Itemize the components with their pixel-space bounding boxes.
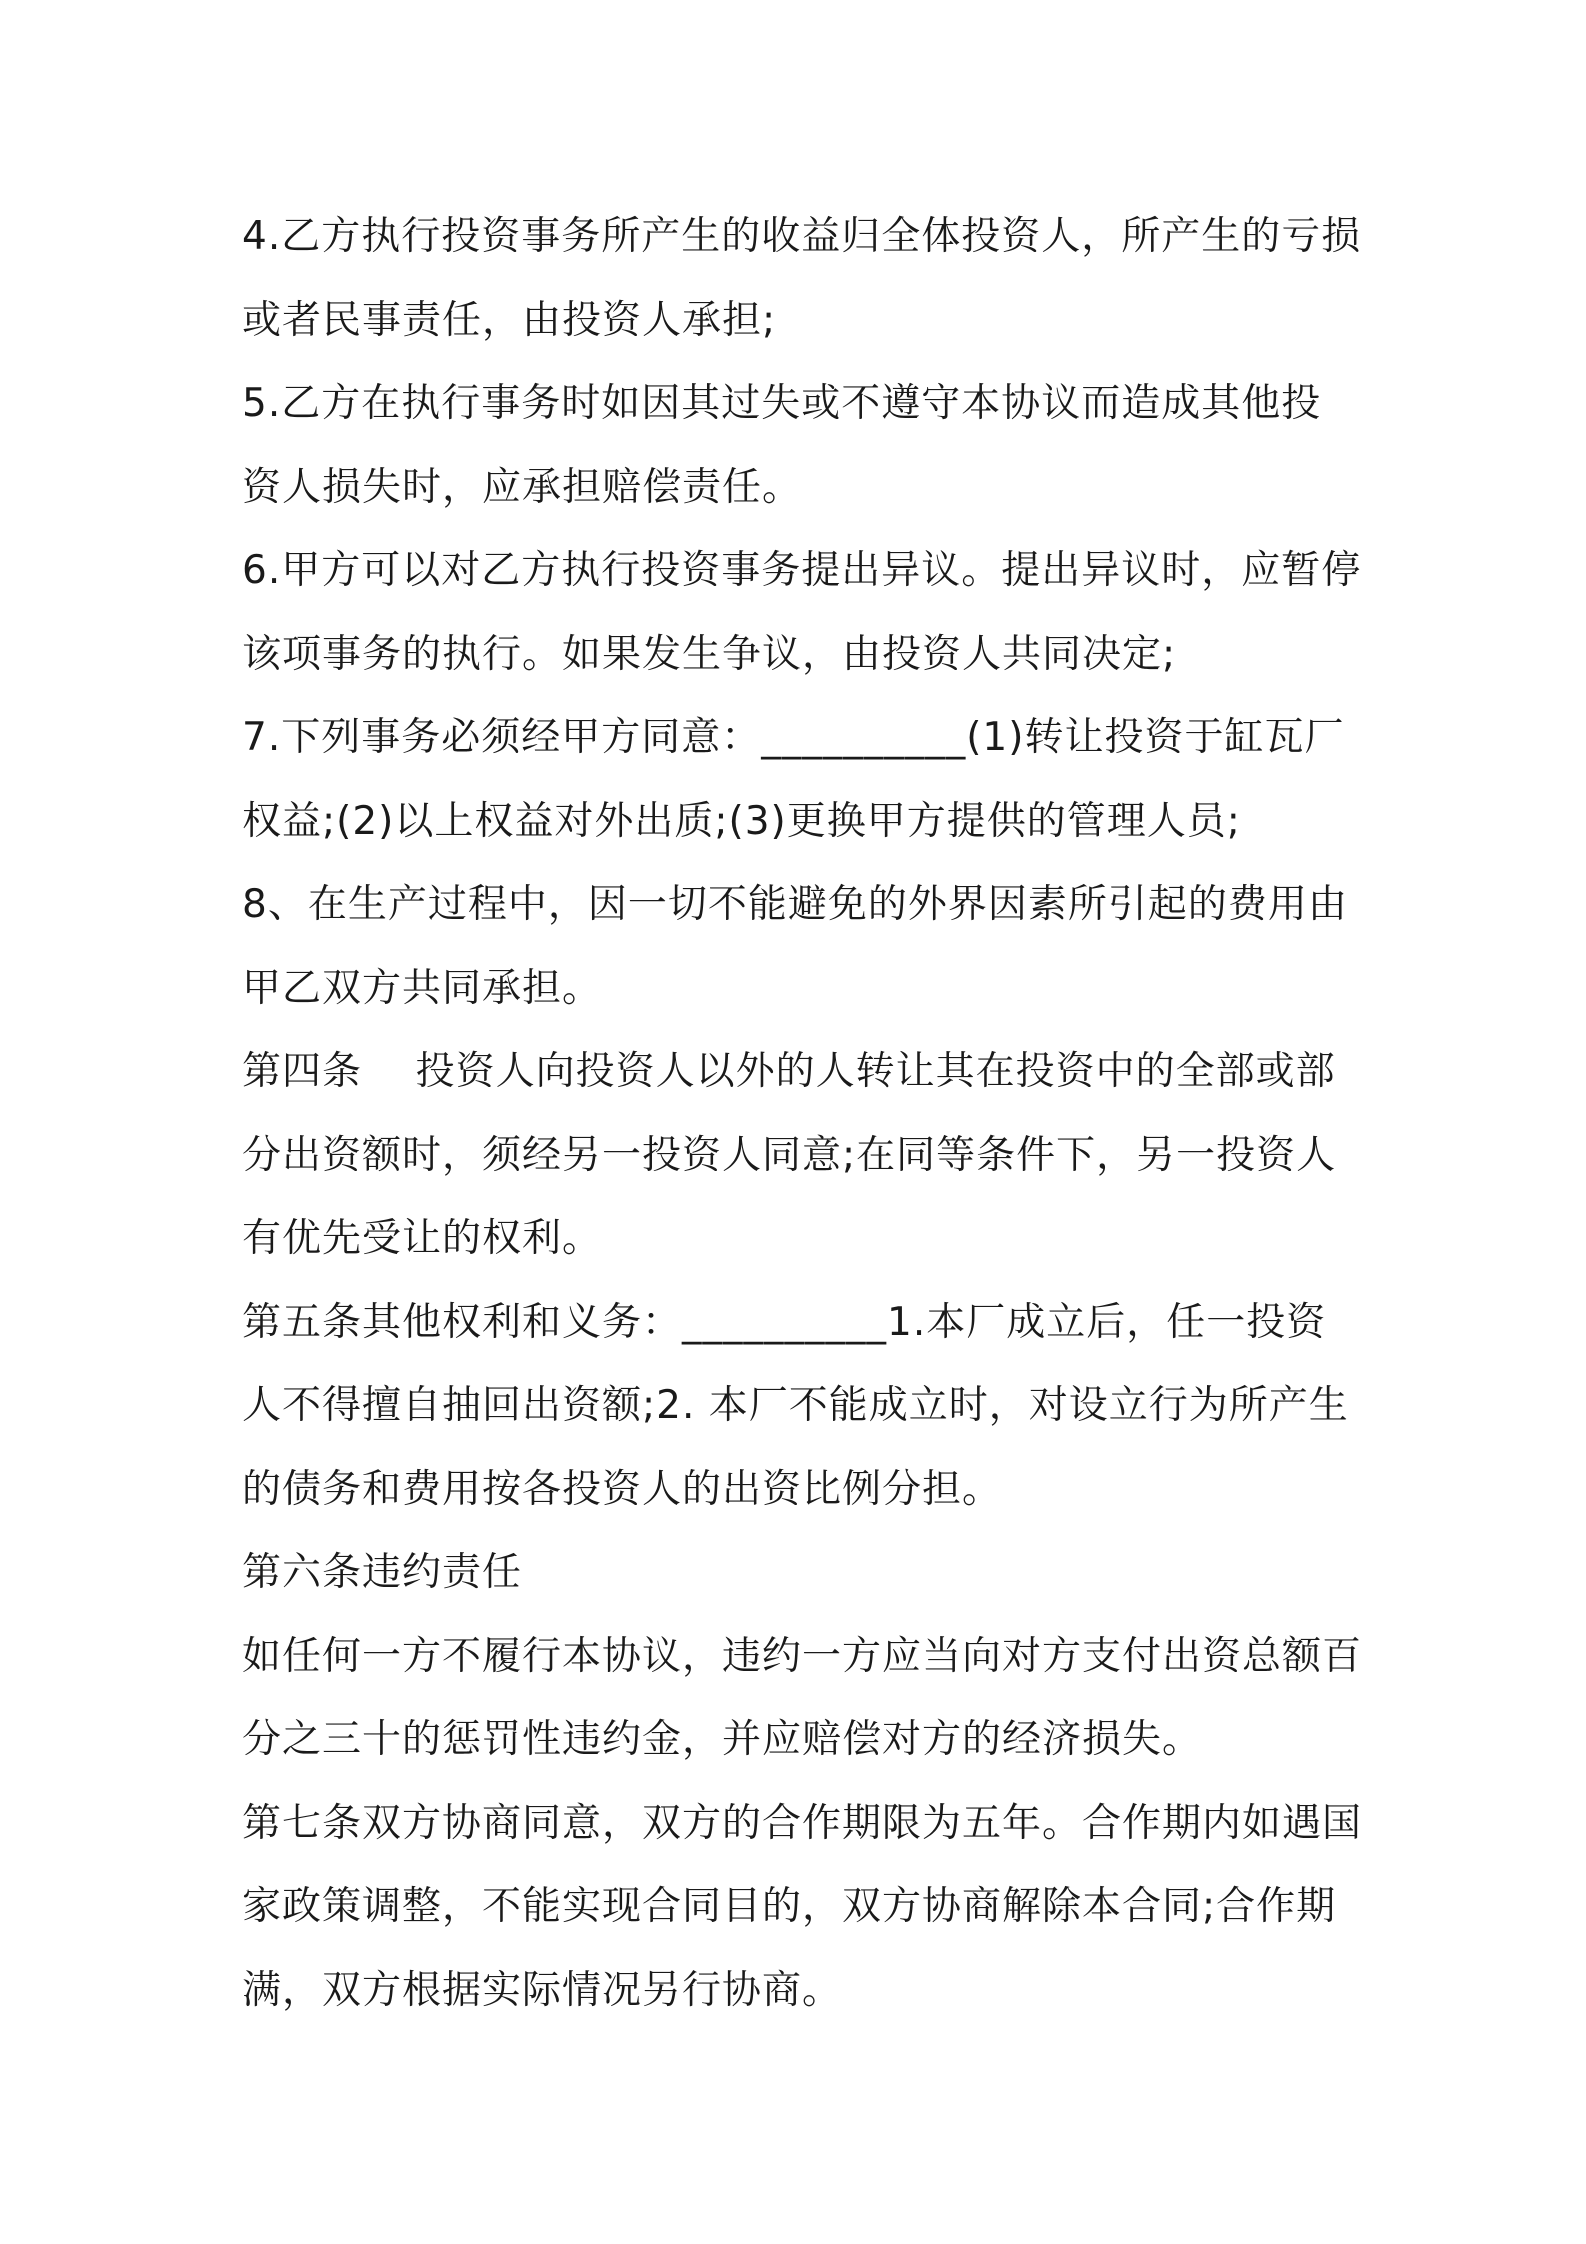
text-line: 4.乙方执行投资事务所产生的收益归全体投资人，所产生的亏损 — [242, 214, 1362, 259]
document-body — [242, 195, 1362, 2032]
text-line: 权益;(2)以上权益对外出质;(3)更换甲方提供的管理人员; — [242, 798, 1241, 844]
text-line: 的债务和费用按各投资人的出资比例分担。 — [242, 1466, 1003, 1512]
text-line: 8、在生产过程中，因一切不能避免的外界因素所引起的费用由 — [242, 882, 1348, 927]
text-line: 第七条双方协商同意，双方的合作期限为五年。合作期内如遇国 — [242, 1800, 1363, 1846]
text-line: 5.乙方在执行事务时如因其过失或不遵守本协议而造成其他投 — [242, 381, 1322, 426]
text-line: 如任何一方不履行本协议，违约一方应当向对方支付出资总额百 — [242, 1633, 1363, 1679]
text-line: 第六条违约责任 — [242, 1550, 523, 1595]
text-line: 满，双方根据实际情况另行协商。 — [242, 1967, 843, 2013]
text-line: 家政策调整，不能实现合同目的，双方协商解除本合同;合作期 — [242, 1884, 1337, 1929]
text-line: 该项事务的执行。如果发生争议，由投资人共同决定; — [242, 631, 1177, 677]
text-line: 分出资额时，须经另一投资人同意;在同等条件下，另一投资人 — [242, 1132, 1337, 1178]
text-line: 7.下列事务必须经甲方同意：__________(1)转让投资于缸瓦厂 — [242, 715, 1345, 760]
text-line: 甲乙双方共同承担。 — [242, 965, 603, 1011]
text-line: 6.甲方可以对乙方执行投资事务提出异议。提出异议时，应暂停 — [242, 548, 1362, 593]
text-line: 第五条其他权利和义务：__________1.本厂成立后，任一投资 — [242, 1299, 1327, 1345]
text-line: 分之三十的惩罚性违约金，并应赔偿对方的经济损失。 — [242, 1717, 1203, 1762]
text-line: 有优先受让的权利。 — [242, 1216, 603, 1261]
text-line: 人不得擅自抽回出资额;2. 本厂不能成立时，对设立行为所产生 — [242, 1383, 1349, 1428]
text-line: 或者民事责任，由投资人承担; — [242, 297, 777, 343]
text-line: 第四条 投资人向投资人以外的人转让其在投资中的全部或部 — [242, 1049, 1336, 1094]
text-line: 资人损失时，应承担赔偿责任。 — [242, 464, 803, 510]
